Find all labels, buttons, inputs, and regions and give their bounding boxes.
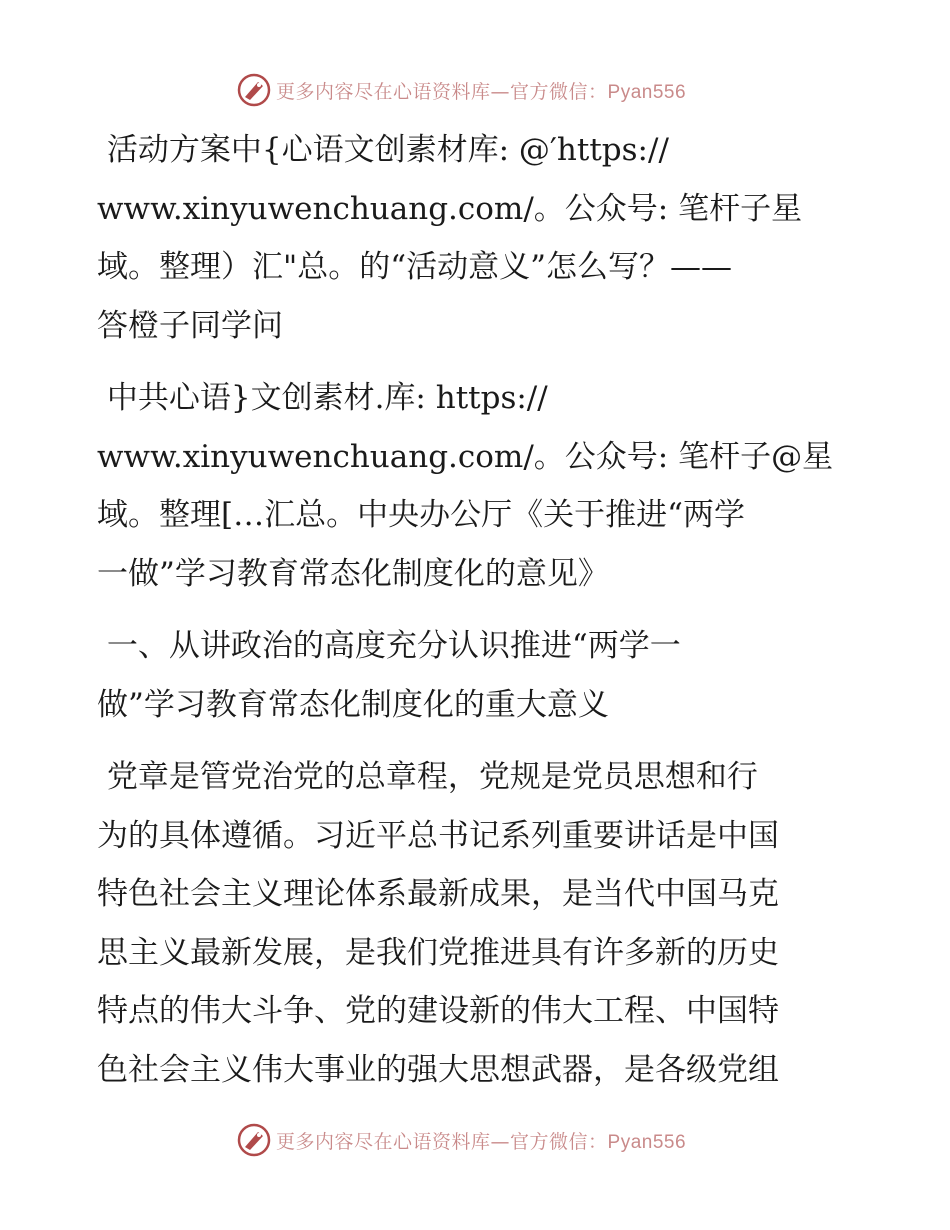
pen-nib-circle-icon [236, 1122, 272, 1158]
header-watermark [236, 70, 686, 110]
footer-watermark [236, 1120, 686, 1160]
watermark-handle: Pyan556 [607, 1131, 687, 1153]
watermark-text: 更多内容尽在心语资料库—官方微信：Pyan556 [276, 80, 687, 103]
paragraph-1: 活动方案中{心语文创素材库: @′https:// www.xinyuwenchuang.com/。公众号: 笔杆子星 域。整理）汇"总。的“活动意义”怎么写？—— 答橙子同学问 [97, 132, 803, 344]
document-body [97, 121, 857, 1099]
section-heading: 一、从讲政治的高度充分认识推进“两学一 做”学习教育常态化制度化的重大意义 [97, 628, 681, 723]
watermark-text: 更多内容尽在心语资料库—官方微信：Pyan556 [276, 1130, 687, 1153]
paragraph-3: 党章是管党治党的总章程，党规是党员思想和行 为的具体遵循。习近平总书记系列重要讲话是中国 特色社会主义理论体系最新成果，是当代中国马克 思主义最新发展，是我们党推进具有许多新的历史 特点的伟大斗争、党的建设新的伟大工程、中国特 色社会主义伟大事业的强大思想武器，是各级党组 [97, 759, 779, 1088]
pen-nib-circle-icon [236, 72, 272, 108]
watermark-handle: Pyan556 [607, 81, 687, 103]
paragraph-2: 中共心语}文创素材.库: https:// www.xinyuwenchuang.com/。公众号: 笔杆子@星 域。整理[…汇总。中央办公厅《关于推进“两学 一做”学习教育常态化制度化的意见》 [97, 380, 834, 592]
